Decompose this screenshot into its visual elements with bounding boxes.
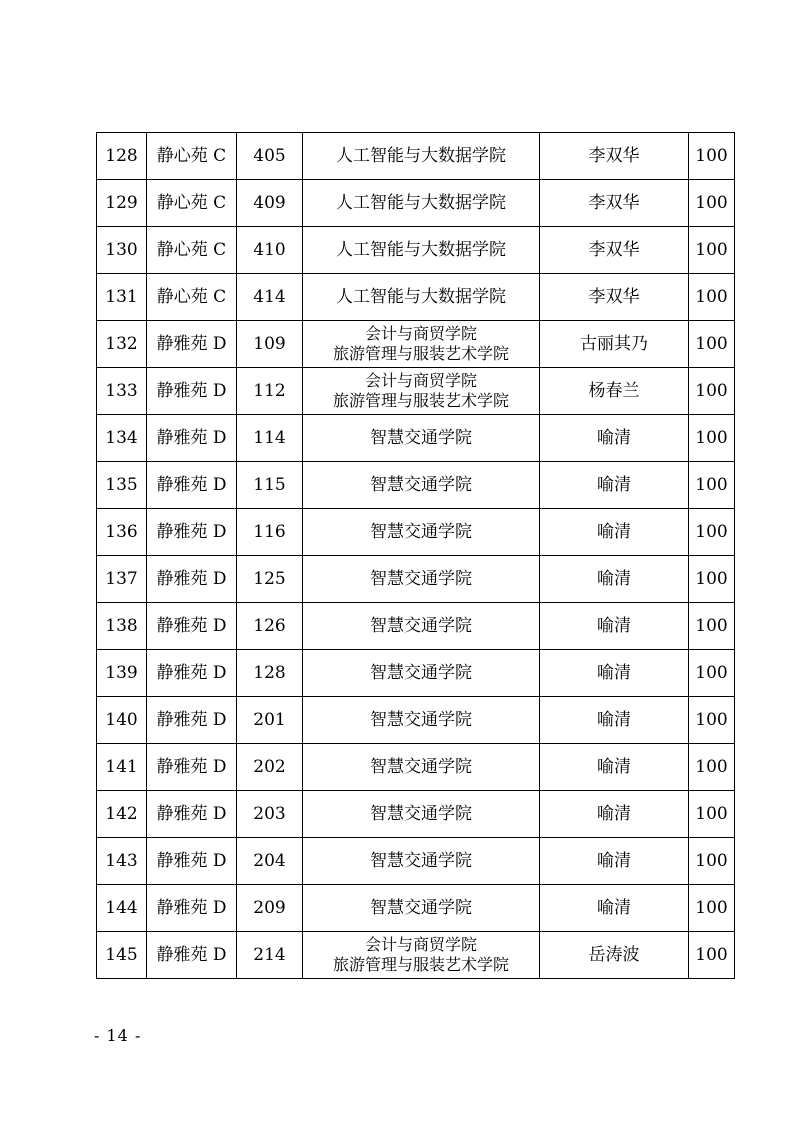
room-cell: 410 bbox=[237, 227, 303, 274]
room-cell: 109 bbox=[237, 321, 303, 368]
college-name: 会计与商贸学院 bbox=[364, 371, 477, 390]
building-cell: 静雅苑 D bbox=[147, 509, 237, 556]
person-cell: 李双华 bbox=[540, 180, 689, 227]
table-row bbox=[97, 227, 735, 274]
table-row bbox=[97, 321, 735, 368]
building-cell: 静雅苑 D bbox=[147, 932, 237, 979]
score-cell: 100 bbox=[689, 180, 735, 227]
row-number-cell: 131 bbox=[97, 274, 147, 321]
college-name: 人工智能与大数据学院 bbox=[336, 286, 506, 307]
table-row bbox=[97, 368, 735, 415]
row-number-cell: 138 bbox=[97, 603, 147, 650]
table-row bbox=[97, 932, 735, 979]
table-row bbox=[97, 415, 735, 462]
score-cell: 100 bbox=[689, 603, 735, 650]
person-cell: 喻清 bbox=[540, 744, 689, 791]
building-cell: 静心苑 C bbox=[147, 180, 237, 227]
building-cell: 静心苑 C bbox=[147, 274, 237, 321]
college-name: 人工智能与大数据学院 bbox=[336, 239, 506, 260]
building-cell: 静心苑 C bbox=[147, 227, 237, 274]
person-cell: 喻清 bbox=[540, 885, 689, 932]
building-cell: 静雅苑 D bbox=[147, 556, 237, 603]
person-cell: 喻清 bbox=[540, 462, 689, 509]
score-cell: 100 bbox=[689, 791, 735, 838]
college-cell bbox=[303, 274, 540, 321]
score-cell: 100 bbox=[689, 321, 735, 368]
college-name: 智慧交通学院 bbox=[370, 897, 472, 918]
room-cell: 201 bbox=[237, 697, 303, 744]
row-number-cell: 145 bbox=[97, 932, 147, 979]
table-row bbox=[97, 180, 735, 227]
college-name: 智慧交通学院 bbox=[370, 709, 472, 730]
college-cell bbox=[303, 321, 540, 368]
table-row bbox=[97, 744, 735, 791]
person-cell: 李双华 bbox=[540, 227, 689, 274]
college-cell bbox=[303, 697, 540, 744]
row-number-cell: 130 bbox=[97, 227, 147, 274]
score-cell: 100 bbox=[689, 133, 735, 180]
table-row bbox=[97, 791, 735, 838]
building-cell: 静雅苑 D bbox=[147, 415, 237, 462]
building-cell: 静雅苑 D bbox=[147, 321, 237, 368]
score-cell: 100 bbox=[689, 650, 735, 697]
college-name: 旅游管理与服装艺术学院 bbox=[332, 344, 509, 363]
college-cell bbox=[303, 838, 540, 885]
person-cell: 喻清 bbox=[540, 556, 689, 603]
person-cell: 李双华 bbox=[540, 133, 689, 180]
room-cell: 116 bbox=[237, 509, 303, 556]
score-cell: 100 bbox=[689, 556, 735, 603]
college-cell bbox=[303, 885, 540, 932]
college-name: 智慧交通学院 bbox=[370, 474, 472, 495]
room-cell: 409 bbox=[237, 180, 303, 227]
table-row bbox=[97, 603, 735, 650]
building-cell: 静雅苑 D bbox=[147, 462, 237, 509]
person-cell: 喻清 bbox=[540, 791, 689, 838]
college-name: 人工智能与大数据学院 bbox=[336, 145, 506, 166]
row-number-cell: 135 bbox=[97, 462, 147, 509]
room-cell: 202 bbox=[237, 744, 303, 791]
score-cell: 100 bbox=[689, 838, 735, 885]
dormitory-score-table bbox=[96, 132, 735, 979]
room-cell: 405 bbox=[237, 133, 303, 180]
person-cell: 喻清 bbox=[540, 509, 689, 556]
building-cell: 静雅苑 D bbox=[147, 603, 237, 650]
building-cell: 静雅苑 D bbox=[147, 838, 237, 885]
person-cell: 喻清 bbox=[540, 603, 689, 650]
row-number-cell: 144 bbox=[97, 885, 147, 932]
person-cell: 杨春兰 bbox=[540, 368, 689, 415]
building-cell: 静雅苑 D bbox=[147, 368, 237, 415]
room-cell: 203 bbox=[237, 791, 303, 838]
college-name: 智慧交通学院 bbox=[370, 803, 472, 824]
room-cell: 204 bbox=[237, 838, 303, 885]
college-cell bbox=[303, 368, 540, 415]
person-cell: 喻清 bbox=[540, 697, 689, 744]
table-row bbox=[97, 509, 735, 556]
score-cell: 100 bbox=[689, 227, 735, 274]
row-number-cell: 136 bbox=[97, 509, 147, 556]
person-cell: 李双华 bbox=[540, 274, 689, 321]
college-cell bbox=[303, 415, 540, 462]
building-cell: 静雅苑 D bbox=[147, 744, 237, 791]
table-row bbox=[97, 274, 735, 321]
table-row bbox=[97, 697, 735, 744]
college-name: 旅游管理与服装艺术学院 bbox=[332, 391, 509, 410]
score-cell: 100 bbox=[689, 744, 735, 791]
row-number-cell: 140 bbox=[97, 697, 147, 744]
table-row bbox=[97, 133, 735, 180]
college-name: 智慧交通学院 bbox=[370, 756, 472, 777]
score-cell: 100 bbox=[689, 697, 735, 744]
room-cell: 414 bbox=[237, 274, 303, 321]
college-name: 智慧交通学院 bbox=[370, 615, 472, 636]
person-cell: 喻清 bbox=[540, 415, 689, 462]
college-cell bbox=[303, 932, 540, 979]
building-cell: 静心苑 C bbox=[147, 133, 237, 180]
college-cell bbox=[303, 650, 540, 697]
score-cell: 100 bbox=[689, 932, 735, 979]
table-row bbox=[97, 838, 735, 885]
building-cell: 静雅苑 D bbox=[147, 791, 237, 838]
table-row bbox=[97, 462, 735, 509]
college-name: 会计与商贸学院 bbox=[364, 935, 477, 954]
college-cell bbox=[303, 603, 540, 650]
table-row bbox=[97, 885, 735, 932]
row-number-cell: 133 bbox=[97, 368, 147, 415]
row-number-cell: 139 bbox=[97, 650, 147, 697]
college-cell bbox=[303, 556, 540, 603]
person-cell: 喻清 bbox=[540, 838, 689, 885]
building-cell: 静雅苑 D bbox=[147, 697, 237, 744]
college-cell bbox=[303, 791, 540, 838]
room-cell: 112 bbox=[237, 368, 303, 415]
score-cell: 100 bbox=[689, 368, 735, 415]
score-cell: 100 bbox=[689, 274, 735, 321]
college-name: 旅游管理与服装艺术学院 bbox=[332, 955, 509, 974]
score-cell: 100 bbox=[689, 415, 735, 462]
person-cell: 岳涛波 bbox=[540, 932, 689, 979]
row-number-cell: 129 bbox=[97, 180, 147, 227]
score-cell: 100 bbox=[689, 509, 735, 556]
room-cell: 126 bbox=[237, 603, 303, 650]
college-name: 智慧交通学院 bbox=[370, 850, 472, 871]
college-name: 智慧交通学院 bbox=[370, 662, 472, 683]
college-cell bbox=[303, 133, 540, 180]
building-cell: 静雅苑 D bbox=[147, 885, 237, 932]
college-cell bbox=[303, 227, 540, 274]
page-number: - 14 - bbox=[94, 1026, 142, 1045]
room-cell: 209 bbox=[237, 885, 303, 932]
table-row bbox=[97, 650, 735, 697]
table-row bbox=[97, 556, 735, 603]
building-cell: 静雅苑 D bbox=[147, 650, 237, 697]
row-number-cell: 137 bbox=[97, 556, 147, 603]
person-cell: 古丽其乃 bbox=[540, 321, 689, 368]
college-name: 人工智能与大数据学院 bbox=[336, 192, 506, 213]
row-number-cell: 142 bbox=[97, 791, 147, 838]
room-cell: 115 bbox=[237, 462, 303, 509]
college-cell bbox=[303, 509, 540, 556]
row-number-cell: 128 bbox=[97, 133, 147, 180]
college-cell bbox=[303, 462, 540, 509]
college-name: 智慧交通学院 bbox=[370, 568, 472, 589]
row-number-cell: 134 bbox=[97, 415, 147, 462]
room-cell: 214 bbox=[237, 932, 303, 979]
row-number-cell: 132 bbox=[97, 321, 147, 368]
room-cell: 125 bbox=[237, 556, 303, 603]
college-name: 会计与商贸学院 bbox=[364, 324, 477, 343]
table-body bbox=[97, 133, 735, 979]
room-cell: 128 bbox=[237, 650, 303, 697]
college-name: 智慧交通学院 bbox=[370, 427, 472, 448]
score-cell: 100 bbox=[689, 885, 735, 932]
college-name: 智慧交通学院 bbox=[370, 521, 472, 542]
row-number-cell: 141 bbox=[97, 744, 147, 791]
room-cell: 114 bbox=[237, 415, 303, 462]
score-cell: 100 bbox=[689, 462, 735, 509]
college-cell bbox=[303, 180, 540, 227]
college-cell bbox=[303, 744, 540, 791]
row-number-cell: 143 bbox=[97, 838, 147, 885]
person-cell: 喻清 bbox=[540, 650, 689, 697]
